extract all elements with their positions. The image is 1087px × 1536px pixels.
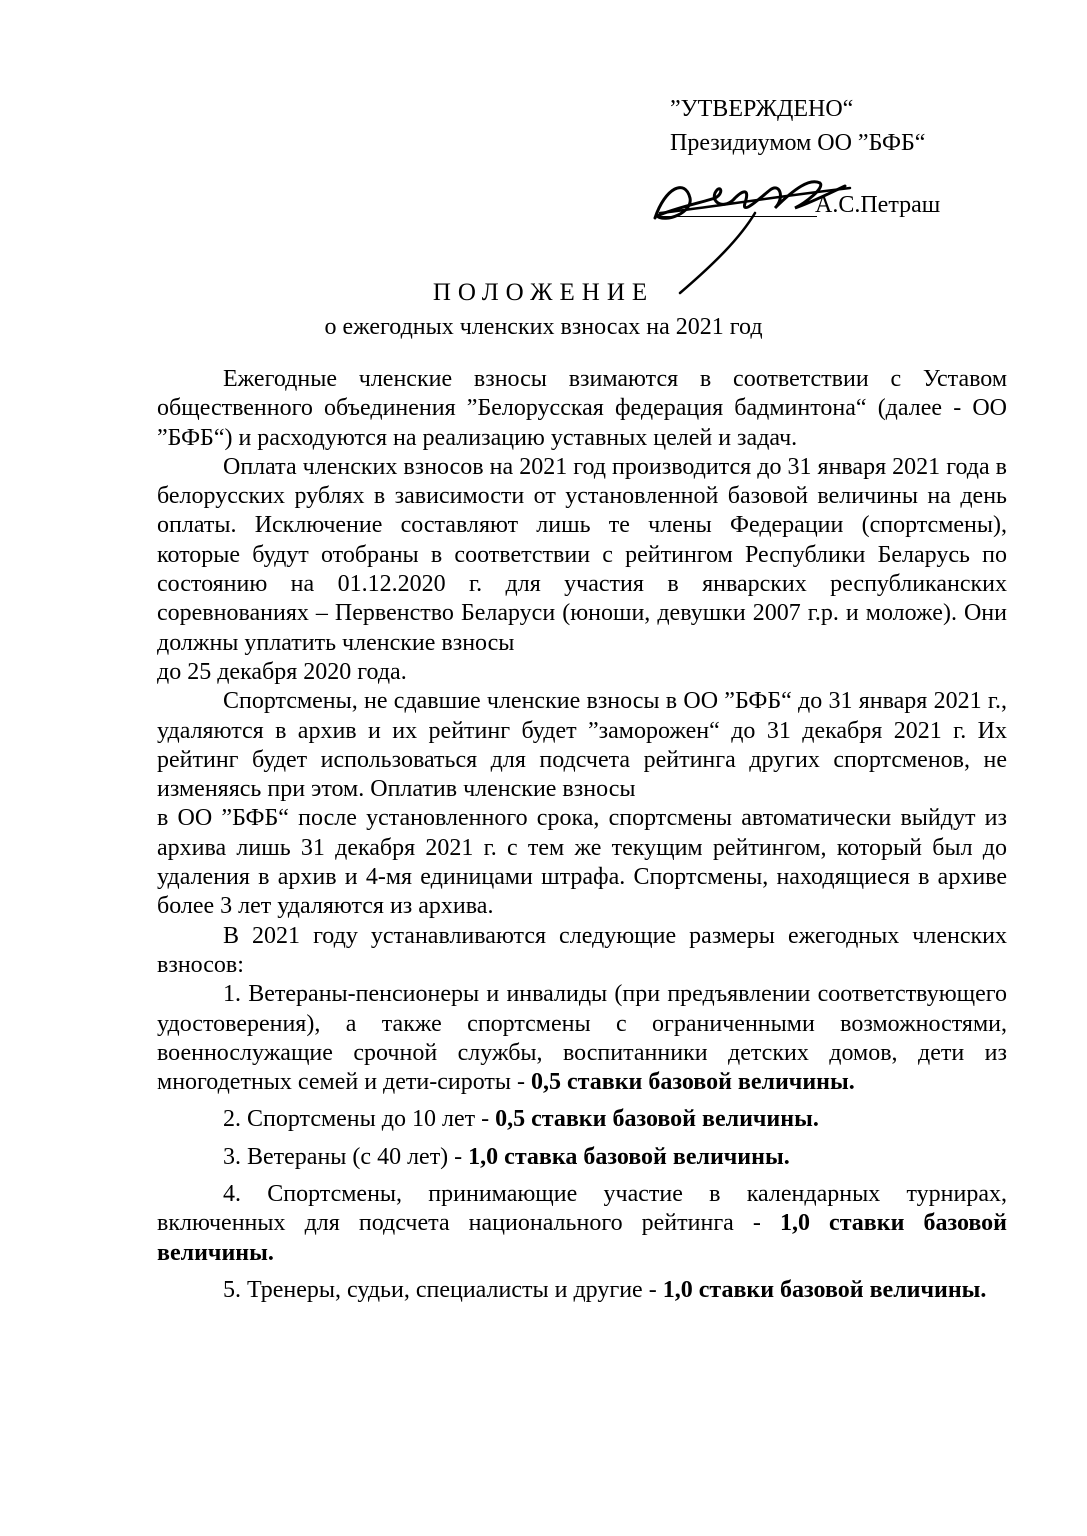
paragraph-2: Оплата членских взносов на 2021 год производится до 31 января 2021 года в белорусских рублях в зависимости от установленной базовой величины на день оплаты. Исключение составляют лишь те члены Федерации (спортсмены), которые будут отобраны в соответствии с рейтингом Республики Беларусь по состоянию на 01.12.2020 г. для участия в январских республиканских соревнованиях – Первенство Беларуси (юноши, девушки 2007 г.р. и моложе). Они должны уплатить членские взносы (157, 453, 1007, 656)
list-item (157, 980, 1007, 1097)
list-item-rate: 1,0 ставка базовой величины (468, 1143, 784, 1170)
list-item-end: . (783, 1143, 790, 1170)
document-body (157, 365, 1007, 1305)
list-item-text: 2. Спортсмены до 10 лет - (223, 1106, 496, 1133)
list-item-text: 1. Ветераны-пенсионеры и инвалиды (при предъявлении соответствующего удостоверения), а также спортсмены с ограниченными возможностями, военнослужащие срочной службы, воспитанники детских домов, дети из многодетных семей и дети-сироты - (157, 981, 1007, 1096)
paragraph-1: Ежегодные членские взносы взимаются в соответствии с Уставом общественного объединения ”Белорусская федерация бадминтона“ (далее - ОО ”БФБ“) и расходуются на реализацию уставных целей и задач. (157, 366, 1007, 451)
paragraph-4: В 2021 году устанавливаются следующие размеры ежегодных членских взносов: (157, 922, 1007, 978)
document-subtitle: о ежегодных членских взносах на 2021 год (324, 314, 763, 340)
list-item-text: 3. Ветераны (с 40 лет) - (223, 1143, 469, 1170)
document-title: ПОЛОЖЕНИЕ (432, 279, 655, 306)
list-item-text: 4. Спортсмены, принимающие участие в календарных турнирах, включенных для подсчета национального рейтинга - (157, 1181, 1007, 1237)
list-item (157, 1105, 1007, 1134)
approved-by: Президиумом ОО ”БФБ“ (670, 130, 926, 156)
signer-name: А.С.Петраш (815, 192, 941, 218)
list-item-text: 5. Тренеры, судьи, специалисты и другие - (223, 1276, 663, 1303)
list-item (157, 1276, 1007, 1305)
list-item (157, 1143, 1007, 1172)
list-item-end: . (848, 1069, 855, 1096)
list-item-rate: 1,0 ставки базовой величины (662, 1276, 981, 1303)
list-item-end: . (812, 1106, 819, 1133)
list-item (157, 1180, 1007, 1268)
list-item-rate: 1,0 ставки базовой величины (157, 1210, 1008, 1266)
list-item-rate: 0,5 ставки базовой величины (495, 1106, 813, 1133)
paragraph-2-tail: до 25 декабря 2020 года. (157, 658, 407, 685)
approved-label: ”УТВЕРЖДЕНО“ (670, 96, 854, 122)
paragraph-3-tail: в ОО ”БФБ“ после установленного срока, спортсмены автоматически выйдут из архива лишь 31 декабря 2021 г. с тем же текущим рейтингом, который был до удаления в архив и 4-мя единицами штрафа. Спортсмены, находящиеся в архиве более 3 лет удаляются из архива. (157, 805, 1007, 920)
list-item-end: . (980, 1276, 987, 1303)
paragraph-3: Спортсмены, не сдавшие членские взносы в ОО ”БФБ“ до 31 января 2021 г., удаляются в архив и их рейтинг будет ”заморожен“ до 31 декабря 2021 г. Их рейтинг будет использоваться для подсчета рейтинга других спортсменов, не изменяясь при этом. Оплатив членские взносы (157, 688, 1007, 803)
list-item-rate: 0,5 ставки базовой величины (531, 1069, 849, 1096)
list-item-end: . (267, 1239, 274, 1266)
approval-block (670, 92, 925, 160)
